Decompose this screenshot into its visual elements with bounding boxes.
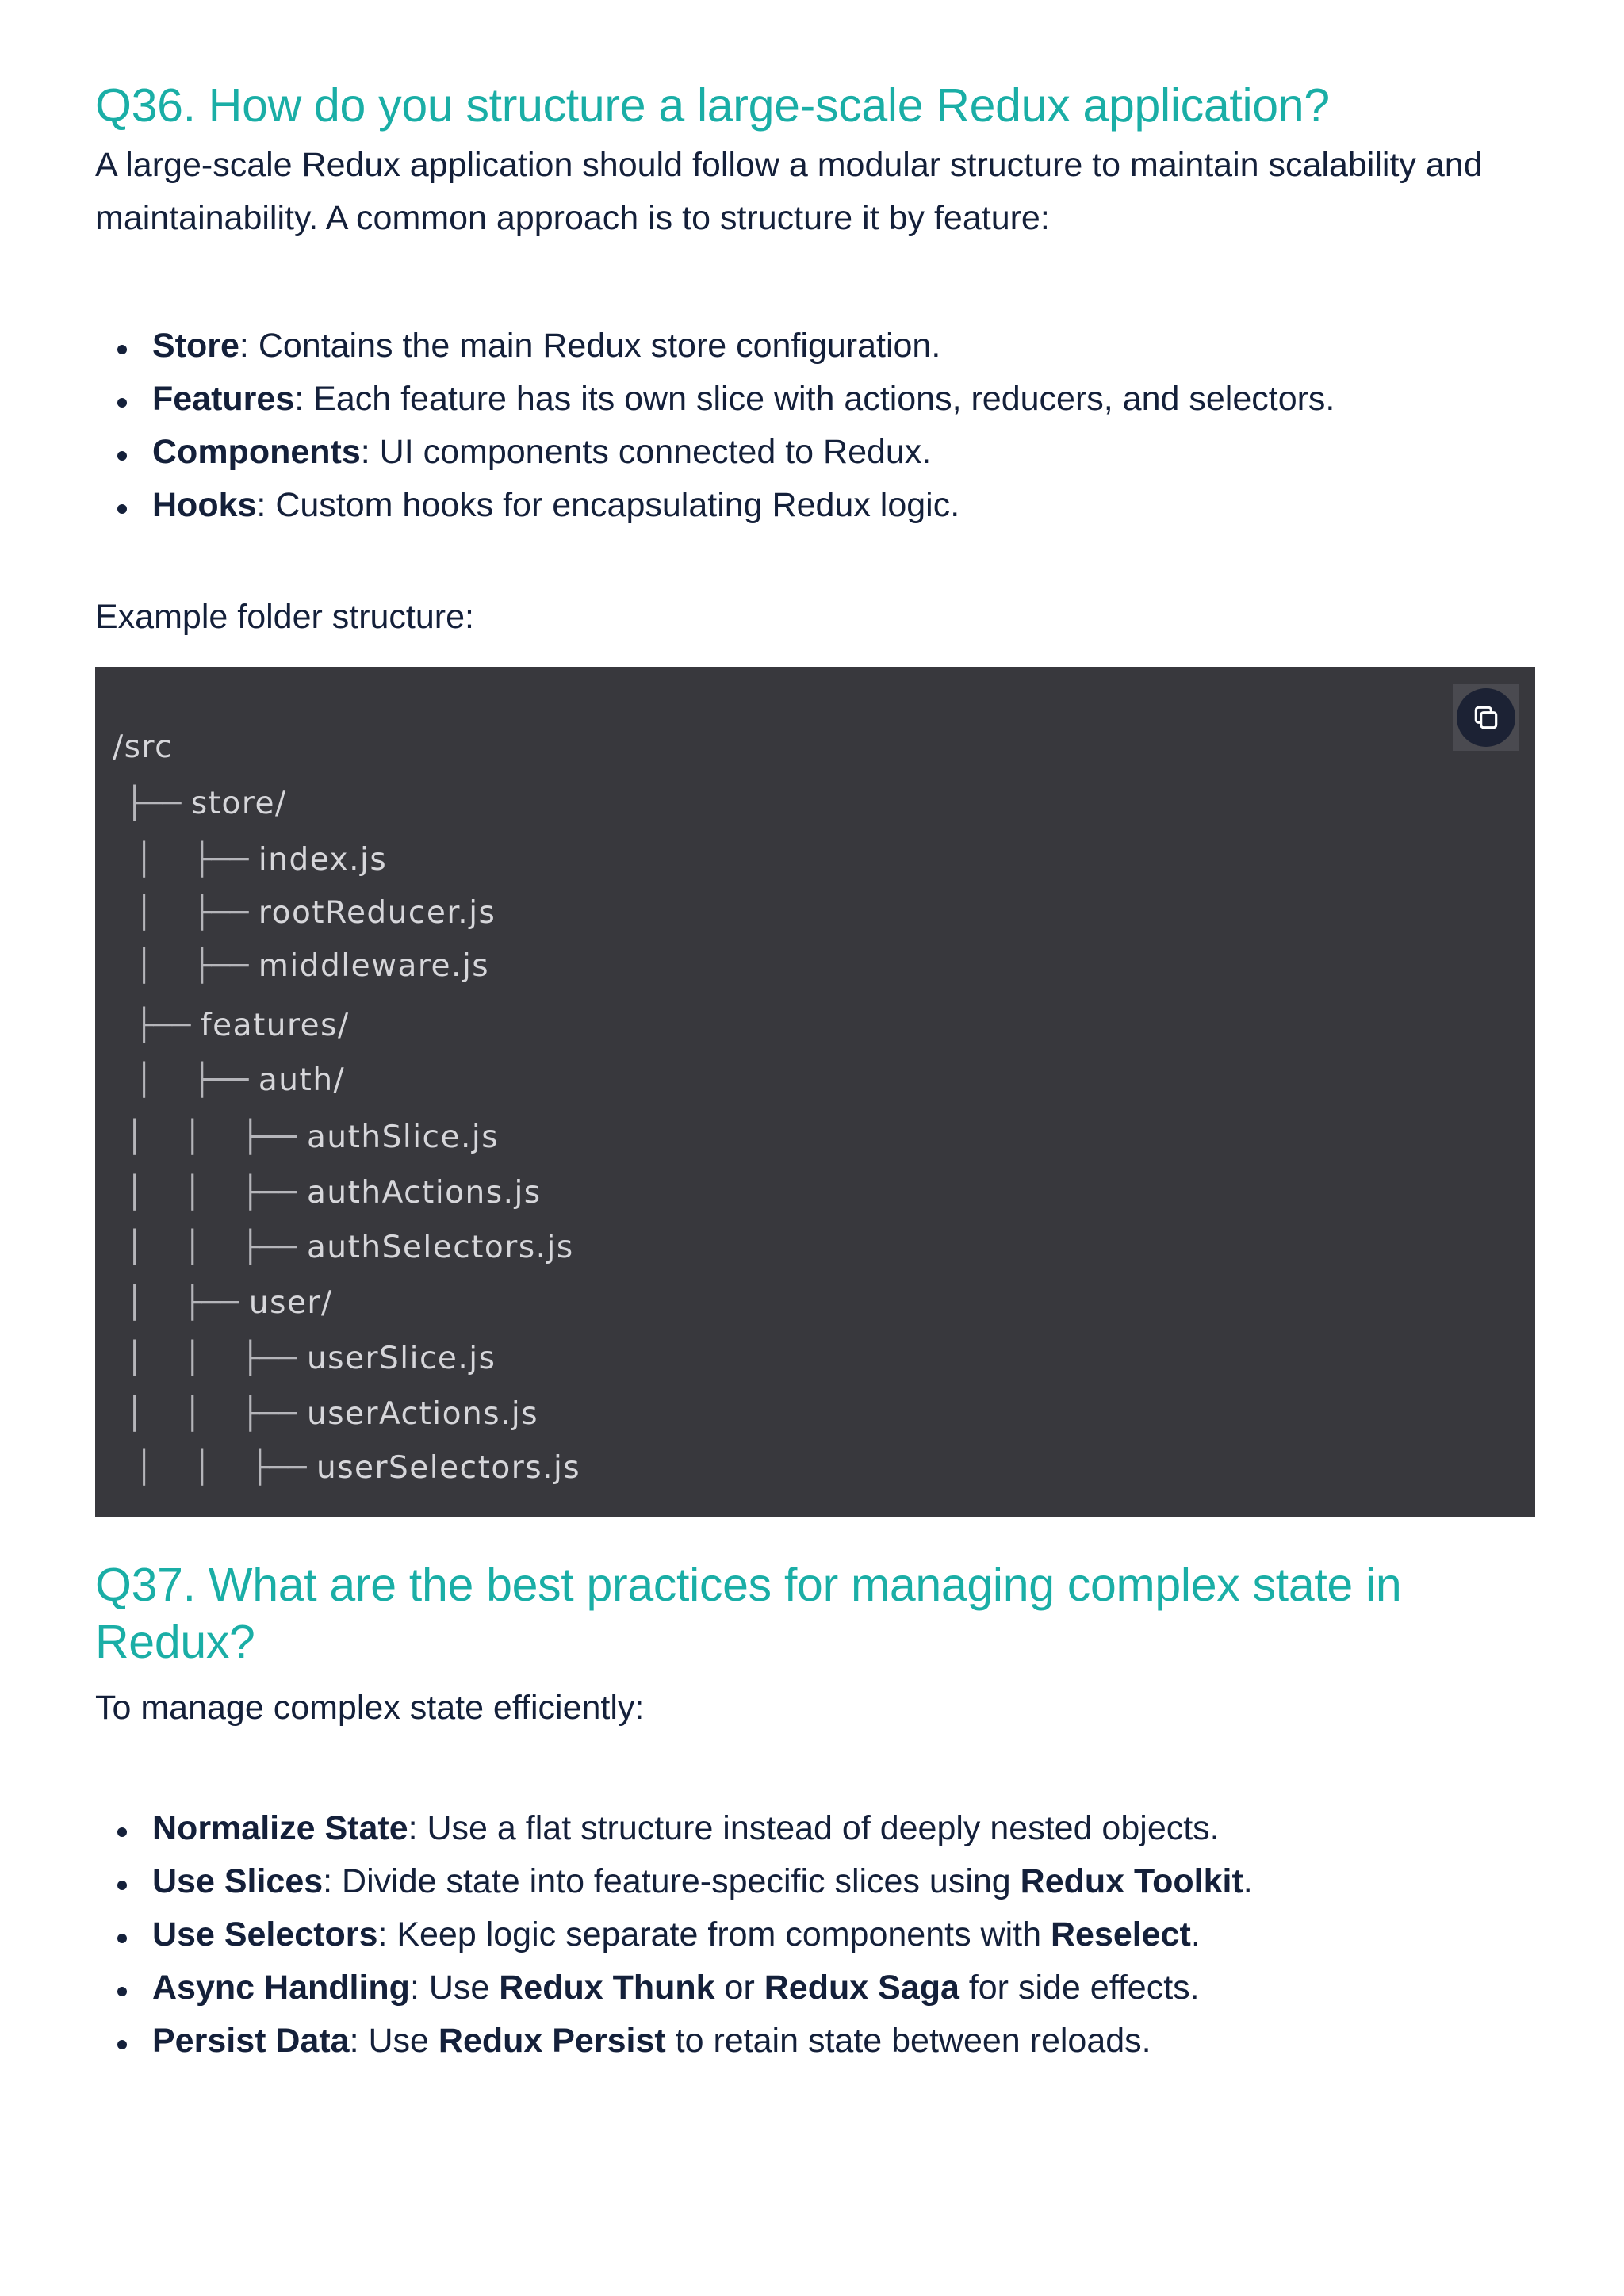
list-item-term: Async Handling — [152, 1969, 410, 2007]
tree-branch: │ ├── — [135, 895, 259, 931]
tree-branch: │ ├── — [135, 842, 259, 878]
list-item-text: : Keep logic separate from components with — [377, 1915, 1051, 1954]
list-item — [95, 373, 1335, 426]
list-item-term: Use Selectors — [152, 1915, 378, 1954]
code-line — [125, 1339, 496, 1379]
tree-entry-name: authSlice.js — [306, 1119, 500, 1155]
tree-branch: ├── — [135, 1008, 201, 1043]
list-item — [95, 320, 1335, 373]
list-item-term: Reselect — [1050, 1915, 1191, 1954]
bullet-icon — [117, 1827, 127, 1837]
code-line — [113, 728, 173, 767]
tree-entry-name: authSelectors.js — [306, 1230, 574, 1265]
list-item — [95, 2015, 1253, 2068]
list-item-text: or — [714, 1969, 764, 2007]
tree-branch: ├── — [125, 786, 191, 821]
list-item-term: Redux Saga — [764, 1969, 959, 2007]
q37-intro-paragraph: To manage complex state efficiently: — [95, 1689, 645, 1727]
copy-icon — [1471, 702, 1501, 733]
tree-entry-name: rootReducer.js — [258, 895, 496, 931]
list-item-text: . — [1190, 1915, 1201, 1954]
code-line — [125, 1395, 538, 1434]
bullet-icon — [117, 398, 127, 408]
tree-entry-name: authActions.js — [306, 1175, 542, 1211]
list-item-term: Normalize State — [152, 1809, 408, 1847]
tree-entry-name: index.js — [258, 842, 388, 878]
code-line — [125, 784, 287, 824]
list-item-term: Components — [152, 433, 361, 471]
tree-entry-name: userActions.js — [306, 1396, 539, 1432]
code-block — [95, 667, 1535, 1517]
list-item-term: Redux Toolkit — [1020, 1862, 1243, 1900]
bullet-icon — [117, 1934, 127, 1943]
list-item — [95, 1802, 1253, 1855]
bullet-icon — [117, 345, 127, 354]
code-line — [125, 1228, 574, 1268]
tree-entry-name: store/ — [190, 786, 287, 821]
code-line — [125, 1284, 333, 1323]
q37-bullet-list — [95, 1802, 1253, 2068]
list-item-text: to retain state between reloads. — [665, 2022, 1151, 2060]
bullet-icon — [117, 451, 127, 461]
q36-intro-paragraph: A large-scale Redux application should follow a modular structure to maintain scalability and maintainability. A common approach is to structure it by feature: — [95, 146, 1483, 237]
list-item-term: Persist Data — [152, 2022, 350, 2060]
q36-heading: Q36. How do you structure a large-scale Redux application? — [95, 79, 1330, 132]
list-item-text: . — [1243, 1862, 1253, 1900]
code-line — [125, 1118, 499, 1158]
list-item-term: Redux Persist — [438, 2022, 666, 2060]
list-item — [95, 1855, 1253, 1908]
list-item-text: for side effects. — [959, 1969, 1200, 2007]
code-line — [135, 1006, 350, 1046]
copy-button[interactable] — [1453, 684, 1519, 751]
code-line — [135, 947, 489, 986]
code-line — [125, 1173, 542, 1213]
tree-entry-name: features/ — [200, 1008, 350, 1043]
tree-branch: │ │ ├── — [125, 1175, 307, 1211]
list-item-term: Redux Thunk — [499, 1969, 715, 2007]
tree-entry-name: userSelectors.js — [316, 1450, 581, 1486]
list-item-text: : Use a flat structure instead of deeply nested objects. — [408, 1809, 1220, 1847]
code-line — [135, 1061, 345, 1100]
bullet-icon — [117, 504, 127, 514]
list-item-text: : Divide state into feature-specific slices using — [323, 1862, 1021, 1900]
list-item-text: : Contains the main Redux store configuration. — [239, 327, 941, 365]
list-item-text: : Use — [409, 1969, 500, 2007]
tree-branch: │ │ ├── — [125, 1119, 307, 1155]
code-line — [135, 840, 387, 880]
list-item-text: : Each feature has its own slice with actions, reducers, and selectors. — [294, 380, 1335, 418]
copy-button-circle — [1457, 688, 1515, 747]
list-item — [95, 1961, 1253, 2015]
list-item-term: Hooks — [152, 486, 257, 524]
list-item — [95, 479, 1335, 532]
tree-branch: │ │ ├── — [125, 1396, 307, 1432]
list-item-text: : Custom hooks for encapsulating Redux logic. — [256, 486, 960, 524]
list-item-text: : Use — [349, 2022, 439, 2060]
tree-entry-name: middleware.js — [258, 948, 490, 984]
list-item — [95, 426, 1335, 479]
code-line — [135, 894, 496, 933]
list-item-text: : UI components connected to Redux. — [360, 433, 932, 471]
tree-branch: │ │ ├── — [135, 1450, 316, 1486]
bullet-icon — [117, 1987, 127, 1996]
tree-branch: │ ├── — [125, 1285, 249, 1321]
list-item-term: Store — [152, 327, 239, 365]
list-item — [95, 1908, 1253, 1961]
q36-bullet-list — [95, 320, 1335, 532]
tree-branch: │ │ ├── — [125, 1230, 307, 1265]
tree-entry-name: user/ — [248, 1285, 333, 1321]
tree-branch: │ ├── — [135, 1062, 259, 1098]
list-item-term: Use Slices — [152, 1862, 324, 1900]
tree-entry-name: userSlice.js — [306, 1341, 496, 1376]
q37-heading: Q37. What are the best practices for managing complex state in Redux? — [95, 1559, 1402, 1668]
list-item-term: Features — [152, 380, 295, 418]
bullet-icon — [117, 1881, 127, 1890]
tree-entry-name: /src — [113, 729, 174, 765]
code-line — [135, 1448, 580, 1488]
tree-entry-name: auth/ — [258, 1062, 346, 1098]
example-label: Example folder structure: — [95, 598, 474, 636]
tree-branch: │ │ ├── — [125, 1341, 307, 1376]
tree-branch: │ ├── — [135, 948, 259, 984]
bullet-icon — [117, 2040, 127, 2049]
